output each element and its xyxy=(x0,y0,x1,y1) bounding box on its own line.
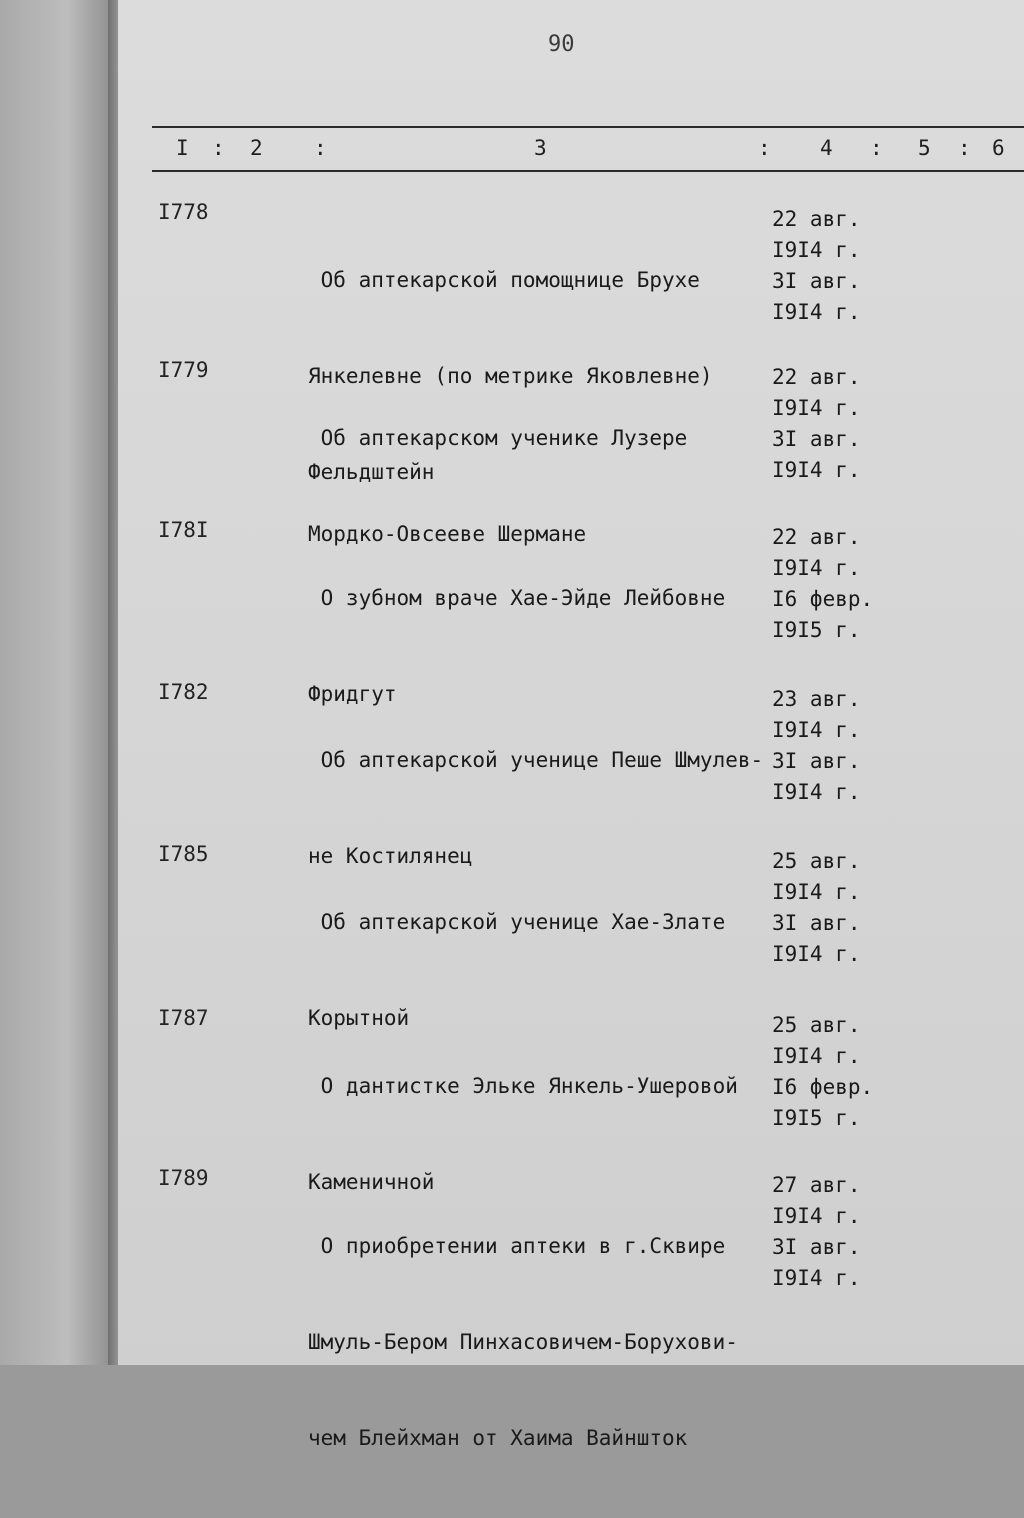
start-date: 27 авг. xyxy=(772,1173,861,1197)
end-date: 3I авг. xyxy=(772,911,861,935)
end-year: I9I4 г. xyxy=(772,942,861,966)
end-year: I9I4 г. xyxy=(772,780,861,804)
entry-number: I78I xyxy=(158,518,209,542)
end-date: 3I авг. xyxy=(772,427,861,451)
entry-title-line: Об аптекарской помощнице Брухе xyxy=(308,268,700,292)
start-year: I9I4 г. xyxy=(772,880,861,904)
entry-title-line: Каменичной xyxy=(308,1170,435,1194)
entry-dates xyxy=(772,362,861,486)
end-year: I9I5 г. xyxy=(772,1106,861,1130)
end-date: 3I авг. xyxy=(772,269,861,293)
entry-dates xyxy=(772,1010,873,1134)
end-date: 3I авг. xyxy=(772,1235,861,1259)
column-header-4: 4 xyxy=(820,136,833,160)
entry-title-line: Фельдштейн xyxy=(308,460,435,484)
end-year: I9I4 г. xyxy=(772,300,861,324)
table-header-top-rule xyxy=(152,126,1024,128)
entry-number: I778 xyxy=(158,200,209,224)
start-year: I9I4 г. xyxy=(772,1044,861,1068)
start-date: 25 авг. xyxy=(772,1013,861,1037)
end-date: I6 февр. xyxy=(772,1075,874,1099)
entry-dates xyxy=(772,204,861,328)
entry-title-line: Фридгут xyxy=(308,682,397,706)
start-date: 22 авг. xyxy=(772,365,861,389)
table-header-bottom-rule xyxy=(152,170,1024,172)
start-year: I9I4 г. xyxy=(772,1204,861,1228)
entry-title-line: Корытной xyxy=(308,1006,410,1030)
document-page xyxy=(118,0,1024,1450)
entry-title-line: О зубном враче Хае-Эйде Лейбовне xyxy=(308,586,726,610)
column-separator: : xyxy=(314,136,327,160)
entry-number: I779 xyxy=(158,358,209,382)
column-header-2: 2 xyxy=(250,136,263,160)
entry-title-line: Шмуль-Бером Пинхасовичем-Борухови- xyxy=(308,1330,738,1354)
end-date: 3I авг. xyxy=(772,749,861,773)
start-date: 22 авг. xyxy=(772,207,861,231)
entry-number: I787 xyxy=(158,1006,209,1030)
facing-page xyxy=(0,0,112,1365)
column-separator: : xyxy=(212,136,225,160)
start-date: 22 авг. xyxy=(772,525,861,549)
entry-title-line: чем Блейхман от Хаима Вайншток xyxy=(308,1426,688,1450)
end-date: I6 февр. xyxy=(772,587,874,611)
page-number: 90 xyxy=(548,32,575,57)
entry-number: I789 xyxy=(158,1166,209,1190)
entry-title xyxy=(308,1166,768,1518)
column-separator: : xyxy=(958,136,971,160)
start-date: 23 авг. xyxy=(772,687,861,711)
entry-number: I785 xyxy=(158,842,209,866)
entry-number: I782 xyxy=(158,680,209,704)
entry-title-line: Мордко-Овсееве Шермане xyxy=(308,522,587,546)
start-year: I9I4 г. xyxy=(772,718,861,742)
entry-title-line: Об аптекарском ученике Лузере xyxy=(308,426,688,450)
end-year: I9I4 г. xyxy=(772,458,861,482)
entry-dates xyxy=(772,1170,861,1294)
start-year: I9I4 г. xyxy=(772,396,861,420)
column-header-1: I xyxy=(176,136,189,160)
entry-title-line: О приобретении аптеки в г.Сквире xyxy=(308,1234,726,1258)
entry-dates xyxy=(772,684,861,808)
start-year: I9I4 г. xyxy=(772,556,861,580)
entry-title-line: Об аптекарской ученице Пеше Шмулев- xyxy=(308,748,764,772)
end-year: I9I5 г. xyxy=(772,618,861,642)
start-date: 25 авг. xyxy=(772,849,861,873)
column-header-5: 5 xyxy=(918,136,931,160)
entry-title-line: Об аптекарской ученице Хае-Злате xyxy=(308,910,726,934)
start-year: I9I4 г. xyxy=(772,238,861,262)
column-separator: : xyxy=(870,136,883,160)
column-separator: : xyxy=(758,136,771,160)
entry-dates xyxy=(772,846,861,970)
entry-title-line: не Костилянец xyxy=(308,844,473,868)
column-header-6: 6 xyxy=(992,136,1005,160)
entry-title-line: Янкелевне (по метрике Яковлевне) xyxy=(308,364,713,388)
end-year: I9I4 г. xyxy=(772,1266,861,1290)
entry-dates xyxy=(772,522,873,646)
entry-title-line: О дантистке Эльке Янкель-Ушеровой xyxy=(308,1074,738,1098)
column-header-3: 3 xyxy=(534,136,547,160)
